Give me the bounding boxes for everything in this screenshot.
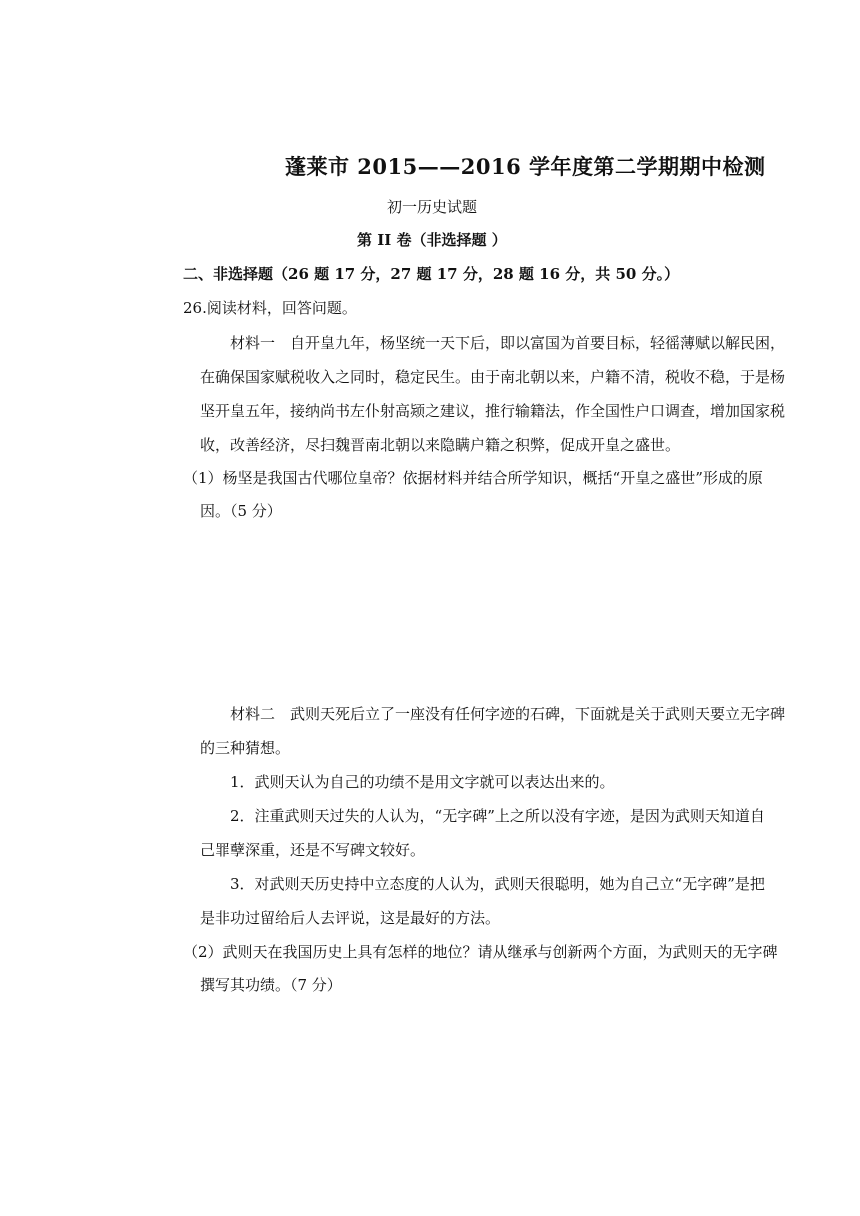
volume-heading: 第 II 卷（非选择题 ） [357,231,507,249]
material-1-line: 在确保国家赋税收入之同时，稳定民生。由于南北朝以来，户籍不清，税收不稳，于是杨 [200,368,786,386]
material-2-line: 1．武则天认为自己的功绩不是用文字就可以表达出来的。 [230,773,615,791]
material-1-line: 材料一 自开皇九年，杨坚统一天下后，即以富国为首要目标，轻徭薄赋以解民困， [230,334,786,352]
question-26-intro: 26.阅读材料，回答问题。 [183,299,357,317]
material-2-line: 材料二 武则天死后立了一座没有任何字迹的石碑，下面就是关于武则天要立无字碑 [230,705,786,723]
exam-title: 蓬莱市 2015——2016 学年度第二学期期中检测 [285,154,766,179]
question-2-line: 撰写其功绩。（7 分） [200,976,342,994]
question-1-line: 因。（5 分） [200,502,282,520]
section-heading: 二、非选择题（26 题 17 分，27 题 17 分，28 题 16 分，共 50 分。） [183,265,680,283]
material-2-line: 的三种猜想。 [200,739,291,757]
material-2-line: 是非功过留给后人去评说，这是最好的方法。 [200,909,501,927]
exam-subtitle: 初一历史试题 [387,198,478,216]
material-1-line: 收，改善经济，尽扫魏晋南北朝以来隐瞒户籍之积弊，促成开皇之盛世。 [200,436,681,454]
question-1-line: （1）杨坚是我国古代哪位皇帝？依据材料并结合所学知识，概括“开皇之盛世”形成的原 [183,469,763,487]
material-2-line: 3．对武则天历史持中立态度的人认为，武则天很聪明，她为自己立“无字碑”是把 [230,875,765,893]
material-2-line: 2．注重武则天过失的人认为，“无字碑”上之所以没有字迹，是因为武则天知道自 [230,807,765,825]
question-2-line: （2）武则天在我国历史上具有怎样的地位？请从继承与创新两个方面，为武则天的无字碑 [183,943,778,961]
material-2-line: 己罪孽深重，还是不写碑文较好。 [200,841,426,859]
material-1-line: 坚开皇五年，接纳尚书左仆射高颎之建议，推行输籍法，作全国性户口调查，增加国家税 [200,402,786,420]
